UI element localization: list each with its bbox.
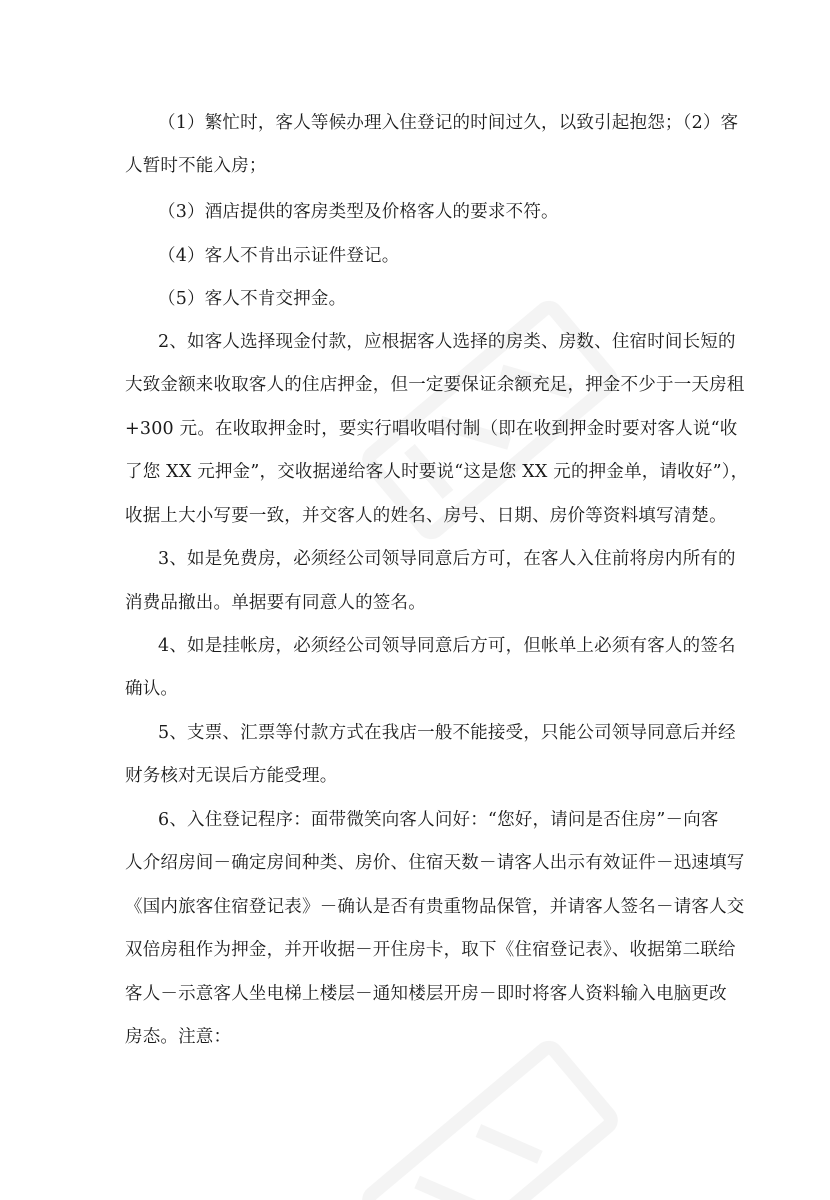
- paragraph-line: （1）繁忙时，客人等候办理入住登记的时间过久，以致引起抱怨；（2）客: [158, 113, 739, 133]
- paragraph-line: 大致金额来收取客人的住店押金，但一定要保证余额充足，押金不少于一天房租: [125, 375, 745, 395]
- paragraph-line: 财务核对无误后方能受理。: [125, 766, 338, 786]
- paragraph-line: 客人－示意客人坐电梯上楼层－通知楼层开房－即时将客人资料输入电脑更改: [125, 984, 727, 1004]
- paragraph-line: 5、支票、汇票等付款方式在我店一般不能接受，只能公司领导同意后并经: [158, 723, 736, 743]
- paragraph-line: 收据上大小写要一致，并交客人的姓名、房号、日期、房价等资料填写清楚。: [125, 506, 727, 526]
- paragraph-line: 了您 XX 元押金”，交收据递给客人时要说“这是您 XX 元的押金单，请收好”），: [125, 462, 749, 482]
- paragraph-line: （3）酒店提供的客房类型及价格客人的要求不符。: [158, 202, 559, 222]
- paragraph-line: 3、如是免费房，必须经公司领导同意后方可，在客人入住前将房内所有的: [158, 549, 736, 569]
- paragraph-line: （5）客人不肯交押金。: [158, 289, 347, 309]
- paragraph-line: 房态。注意：: [125, 1027, 232, 1047]
- paragraph-line: 《国内旅客住宿登记表》－确认是否有贵重物品保管，并请客人签名－请客人交: [125, 897, 745, 917]
- watermark-icon: [330, 1040, 650, 1200]
- paragraph-line: 4、如是挂帐房，必须经公司领导同意后方可，但帐单上必须有客人的签名: [158, 636, 736, 656]
- paragraph-line: 人暂时不能入房；: [125, 156, 267, 176]
- paragraph-line: +300 元。在收取押金时，要实行唱收唱付制（即在收到押金时要对客人说“收: [125, 419, 738, 439]
- paragraph-line: 确认。: [125, 679, 179, 699]
- paragraph-line: 2、如客人选择现金付款，应根据客人选择的房类、房数、住宿时间长短的: [158, 332, 736, 352]
- paragraph-line: 消费品撤出。单据要有同意人的签名。: [125, 593, 426, 613]
- paragraph-line: （4）客人不肯出示证件登记。: [158, 246, 400, 266]
- paragraph-line: 6、入住登记程序：面带微笑向客人问好：“您好，请问是否住房”－向客: [158, 810, 719, 830]
- paragraph-line: 人介绍房间－确定房间种类、房价、住宿天数－请客人出示有效证件－迅速填写: [125, 853, 745, 873]
- paragraph-line: 双倍房租作为押金，并开收据－开住房卡，取下《住宿登记表》、收据第二联给: [125, 940, 736, 960]
